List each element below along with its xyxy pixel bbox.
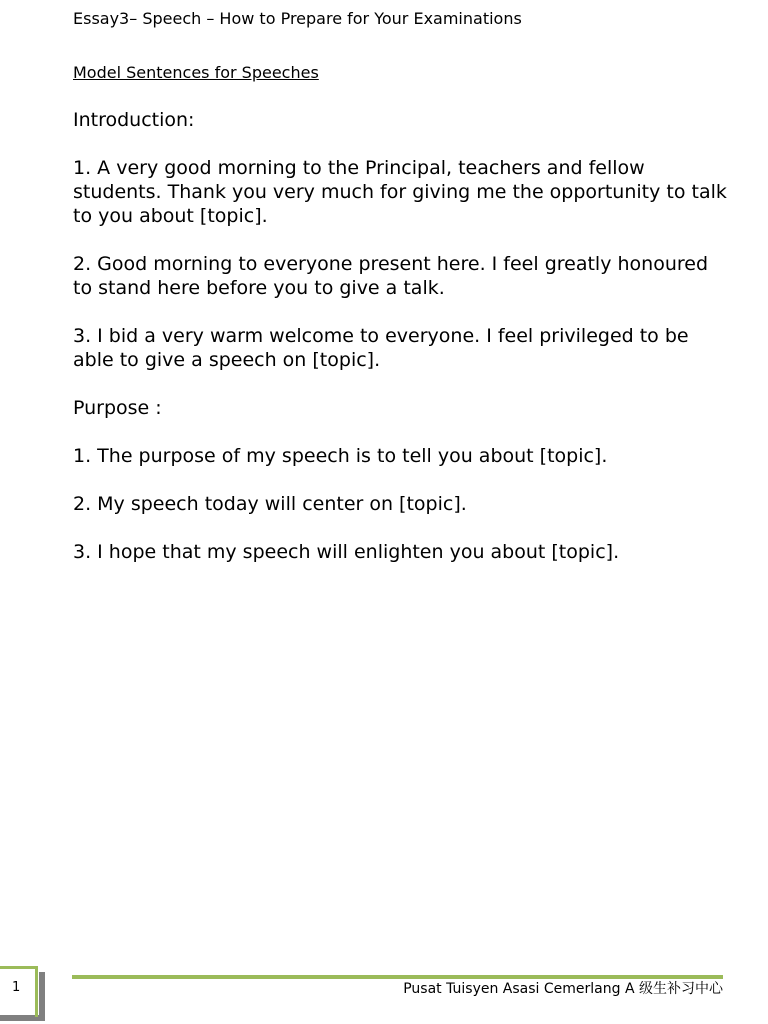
section-subtitle: Model Sentences for Speeches bbox=[73, 63, 319, 82]
introduction-item-1: 1. A very good morning to the Principal, teachers and fellow students. Thank you very much for giving me the opportunity to talk to you about [topic]. bbox=[73, 157, 727, 227]
document-body bbox=[73, 108, 733, 588]
purpose-item-1: 1. The purpose of my speech is to tell you about [topic]. bbox=[73, 445, 608, 467]
footer-organization-name: Pusat Tuisyen Asasi Cemerlang A 级生补习中心 bbox=[403, 981, 723, 997]
purpose-item-2: 2. My speech today will center on [topic]. bbox=[73, 493, 467, 515]
document-header-title: Essay3– Speech – How to Prepare for Your Examinations bbox=[73, 9, 522, 28]
introduction-item-2: 2. Good morning to everyone present here. I feel greatly honoured to stand here before you to give a talk. bbox=[73, 253, 709, 299]
purpose-heading: Purpose : bbox=[73, 397, 162, 419]
purpose-item-3: 3. I hope that my speech will enlighten you about [topic]. bbox=[73, 541, 620, 563]
introduction-heading: Introduction: bbox=[73, 109, 195, 131]
page-number-box-shadow-side bbox=[39, 972, 45, 1021]
introduction-item-3: 3. I bid a very warm welcome to everyone. I feel privileged to be able to give a speech on [topic]. bbox=[73, 325, 689, 371]
page-number: 1 bbox=[12, 980, 21, 995]
footer-divider bbox=[72, 975, 723, 979]
